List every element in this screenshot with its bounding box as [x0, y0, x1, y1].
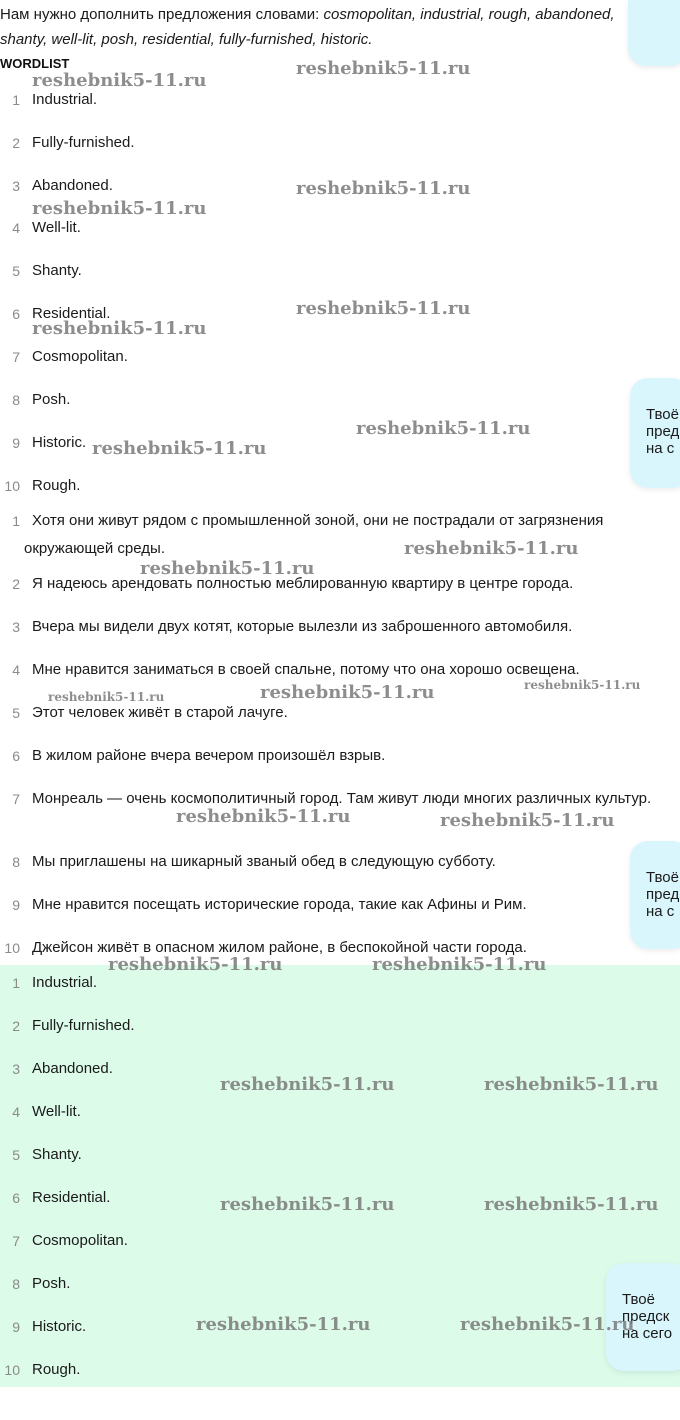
item-text: Shanty.: [32, 1146, 82, 1163]
tip-bubble-2-line2: пред: [646, 423, 680, 440]
watermark-text: reshebnik5-11.ru: [296, 298, 471, 319]
item-number: 5: [12, 263, 20, 279]
item-number: 2: [12, 576, 20, 592]
tip-bubble-4-line1: Твоё: [622, 1291, 655, 1308]
item-text: Монреаль — очень космополитичный город. Там живут люди многих различных культур.: [32, 790, 652, 807]
item-number: 3: [12, 1061, 20, 1077]
item-number: 5: [12, 705, 20, 721]
watermark-text: reshebnik5-11.ru: [196, 1314, 371, 1335]
item-text: Posh.: [32, 1275, 71, 1292]
watermark-text: reshebnik5-11.ru: [32, 70, 207, 91]
intro-prefix: Нам нужно дополнить предложения словами:: [0, 6, 320, 23]
item-text: Posh.: [32, 391, 71, 408]
item-text: Я надеюсь арендовать полностью меблированную квартиру в центре города.: [32, 575, 574, 592]
watermark-text: reshebnik5-11.ru: [484, 1074, 659, 1095]
item-text: Well-lit.: [32, 219, 81, 236]
tip-bubble-3[interactable]: [630, 841, 680, 949]
tip-bubble-4-line2: предск: [622, 1308, 670, 1325]
watermark-text: reshebnik5-11.ru: [372, 954, 547, 975]
tip-bubble-3-line3: на с: [646, 903, 675, 920]
intro-words: cosmopolitan, industrial, rough, abandoned, shanty, well-lit, posh, residential, fully-furnished, historic.: [0, 6, 615, 48]
tip-bubble-2-line1: Твоё: [646, 406, 679, 423]
item-text: Вчера мы видели двух котят, которые вылезли из заброшенного автомобиля.: [32, 618, 573, 635]
item-number: 10: [4, 478, 20, 494]
item-text: Industrial.: [32, 91, 98, 108]
watermark-text: reshebnik5-11.ru: [32, 318, 207, 339]
item-number: 10: [4, 1362, 20, 1378]
item-text: Historic.: [32, 1318, 87, 1335]
watermark-text: reshebnik5-11.ru: [296, 58, 471, 79]
wordlist-heading: WORDLIST: [0, 56, 70, 71]
item-number: 6: [12, 1190, 20, 1206]
item-text: Abandoned.: [32, 1060, 113, 1077]
item-number: 2: [12, 1018, 20, 1034]
item-text: Rough.: [32, 1361, 81, 1378]
watermark-text: reshebnik5-11.ru: [176, 806, 351, 827]
item-text: Well-lit.: [32, 1103, 81, 1120]
item-text: Джейсон живёт в опасном жилом районе, в беспокойной части города.: [32, 939, 527, 956]
item-text: Мне нравится заниматься в своей спальне, потому что она хорошо освещена.: [32, 661, 580, 678]
task-intro: [0, 2, 620, 52]
tip-bubble-2-line3: на с: [646, 440, 675, 457]
item-number: 6: [12, 306, 20, 322]
watermark-text: reshebnik5-11.ru: [32, 198, 207, 219]
item-number: 8: [12, 854, 20, 870]
watermark-text: reshebnik5-11.ru: [92, 438, 267, 459]
item-number: 7: [12, 1233, 20, 1249]
item-text: Fully-furnished.: [32, 134, 135, 151]
item-text: Cosmopolitan.: [32, 348, 128, 365]
item-text: Rough.: [32, 477, 81, 494]
item-number: 4: [12, 1104, 20, 1120]
item-number: 4: [12, 220, 20, 236]
item-text: Shanty.: [32, 262, 82, 279]
item-number: 4: [12, 662, 20, 678]
item-number: 5: [12, 1147, 20, 1163]
watermark-text: reshebnik5-11.ru: [48, 690, 165, 704]
item-text: Residential.: [32, 1189, 111, 1206]
item-text: В жилом районе вчера вечером произошёл взрыв.: [32, 747, 386, 764]
watermark-text: reshebnik5-11.ru: [440, 810, 615, 831]
item-number: 9: [12, 435, 20, 451]
item-number: 1: [12, 975, 20, 991]
tip-bubble-1[interactable]: [628, 0, 680, 66]
watermark-text: reshebnik5-11.ru: [460, 1314, 635, 1335]
watermark-text: reshebnik5-11.ru: [296, 178, 471, 199]
watermark-text: reshebnik5-11.ru: [524, 678, 641, 692]
item-number: 10: [4, 940, 20, 956]
item-text: Fully-furnished.: [32, 1017, 135, 1034]
item-number: 2: [12, 135, 20, 151]
tip-bubble-2[interactable]: [630, 378, 680, 488]
tip-bubble-3-line2: пред: [646, 886, 680, 903]
tip-bubble-3-line1: Твоё: [646, 869, 679, 886]
item-text: Хотя они живут рядом с промышленной зоной, они не пострадали от загрязнения окружающей среды.: [24, 512, 604, 557]
item-number: 9: [12, 897, 20, 913]
item-text: Cosmopolitan.: [32, 1232, 128, 1249]
watermark-text: reshebnik5-11.ru: [260, 682, 435, 703]
item-number: 3: [12, 178, 20, 194]
item-number: 3: [12, 619, 20, 635]
item-text: Residential.: [32, 305, 111, 322]
item-text: Historic.: [32, 434, 87, 451]
watermark-text: reshebnik5-11.ru: [220, 1074, 395, 1095]
tip-bubble-4-line3: на сего: [622, 1325, 673, 1342]
watermark-text: reshebnik5-11.ru: [140, 558, 315, 579]
watermark-text: reshebnik5-11.ru: [108, 954, 283, 975]
item-number: 8: [12, 392, 20, 408]
item-text: Мы приглашены на шикарный званый обед в следующую субботу.: [32, 853, 496, 870]
watermark-text: reshebnik5-11.ru: [220, 1194, 395, 1215]
item-number: 7: [12, 349, 20, 365]
item-number: 6: [12, 748, 20, 764]
item-number: 1: [12, 92, 20, 108]
item-text: Abandoned.: [32, 177, 113, 194]
watermark-text: reshebnik5-11.ru: [356, 418, 531, 439]
watermark-text: reshebnik5-11.ru: [484, 1194, 659, 1215]
item-text: Industrial.: [32, 974, 98, 991]
item-text: Мне нравится посещать исторические города, такие как Афины и Рим.: [32, 896, 527, 913]
item-number: 8: [12, 1276, 20, 1292]
item-text: Этот человек живёт в старой лачуге.: [32, 704, 288, 721]
item-number: 7: [12, 791, 20, 807]
item-number: 9: [12, 1319, 20, 1335]
watermark-text: reshebnik5-11.ru: [404, 538, 579, 559]
item-number: 1: [12, 513, 20, 529]
